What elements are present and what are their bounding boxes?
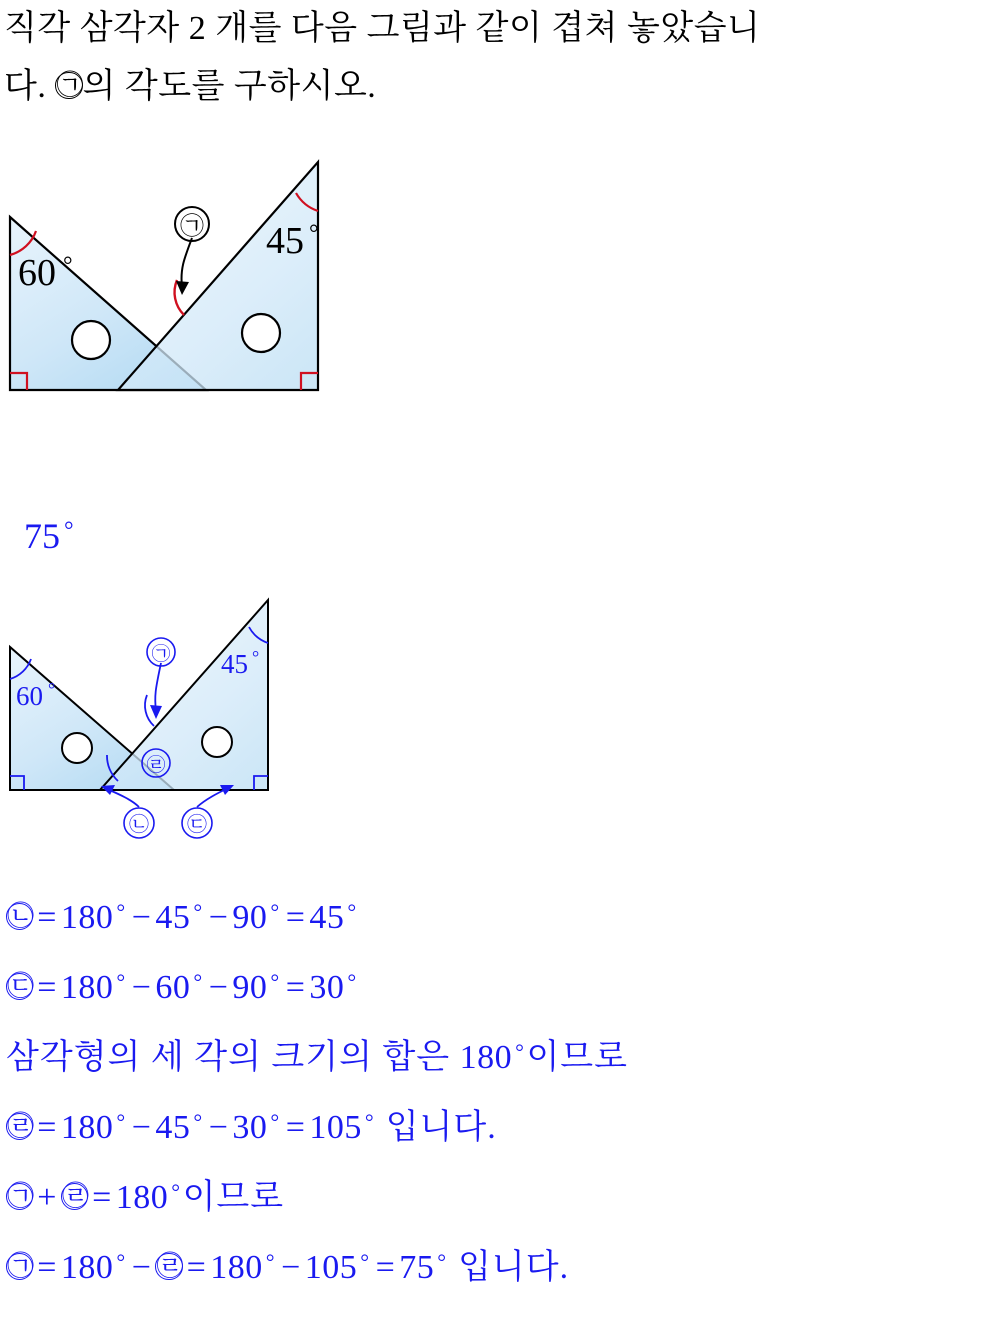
operator: − [131,1249,152,1286]
degree-symbol: ° [360,1249,370,1274]
operator: − [131,899,152,936]
degree-symbol: ° [347,969,357,994]
pointer-arrow-g [176,281,189,295]
pointer-arrow-g-2 [150,705,162,719]
line-final [6,1230,986,1300]
symbol-circled: ㉠ [7,1181,35,1212]
label-45-degree: ° [309,221,319,247]
operator: = [285,969,306,1006]
operator: = [37,899,57,936]
label-45-2: 45 [221,649,248,679]
solution-block [6,880,986,1300]
circle-marker-right-2 [202,727,232,757]
degree-symbol: ° [193,969,203,994]
symbol-circled: ㉡ [7,901,35,932]
pointer-line-n [107,789,139,807]
degree-symbol: ° [193,899,203,924]
degree-symbol: ° [347,899,357,924]
number-value: 180 [60,969,114,1006]
degree-symbol: ° [116,969,126,994]
marker-r-text: ㉣ [146,755,166,776]
pointer-line-g-2 [155,663,161,711]
operator: − [208,899,229,936]
number-value: 90 [232,969,268,1006]
marker-g-text-2: ㉠ [151,644,171,665]
number-value: 45 [155,899,191,936]
number-value: 180 [60,1109,114,1146]
operator: = [37,969,57,1006]
korean-text: 이므로 [182,1179,285,1216]
number-value: 45 [309,899,345,936]
operator: − [208,969,229,1006]
symbol-circled: ㉣ [156,1251,185,1282]
degree-symbol: ° [270,899,280,924]
label-60: 60 [18,252,56,294]
operator: = [92,1179,112,1216]
label-45-degree-2: ° [252,647,260,667]
label-60-2: 60 [16,681,43,711]
number-value: 75 [399,1249,435,1286]
operator: + [37,1179,57,1216]
degree-symbol: ° [515,1039,525,1064]
korean-text: 입니다. [376,1109,497,1146]
degree-symbol: ° [437,1249,447,1274]
korean-text: 삼각형의 세 각의 크기의 합은 [6,1039,460,1076]
line-r [6,1090,986,1160]
question-line-2 [4,58,989,116]
question-line-1: 직각 삼각자 2 개를 다음 그림과 같이 겹쳐 놓았습니 [4,10,761,47]
number-value: 180 [115,1179,169,1216]
operator: = [285,899,306,936]
label-45: 45 [266,220,304,262]
degree-symbol: ° [265,1249,276,1274]
operator: = [37,1109,57,1146]
operator: − [208,1109,229,1146]
answer-number: 75 [24,516,60,556]
number-value: 45 [155,1109,191,1146]
operator: = [375,1249,396,1286]
question-line-2-prefix: 다. [4,68,56,105]
number-value: 105 [304,1249,358,1286]
line-n [6,880,986,950]
number-value: 105 [309,1109,362,1146]
triangle-45-shape-2 [100,600,268,790]
number-value: 30 [232,1109,268,1146]
degree-symbol: ° [270,1109,280,1134]
operator: = [37,1249,57,1286]
degree-symbol: ° [364,1109,375,1134]
degree-symbol: ° [171,1179,181,1204]
circle-marker-left-2 [62,733,92,763]
number-value: 60 [155,969,191,1006]
operator: − [131,969,152,1006]
pointer-line-g [181,238,192,287]
number-value: 30 [309,969,345,1006]
degree-symbol: ° [116,899,126,924]
line-sum [6,1020,986,1090]
symbol-circled: ㉣ [61,1181,90,1212]
number-value: 90 [232,899,268,936]
question-line-2-suffix: 의 각도를 구하시오. [82,68,377,105]
circle-marker-left [72,321,110,359]
figure-problem-diagram [6,155,336,405]
number-value: 180 [459,1039,513,1076]
operator: − [131,1109,152,1146]
symbol-circled: ㉠ [7,1251,35,1282]
answer-value [24,515,74,557]
degree-symbol: ° [193,1109,203,1134]
operator: − [281,1249,301,1286]
marker-n-text: ㉡ [129,814,149,836]
symbol-circled: ㉣ [7,1111,35,1142]
marker-g-text: ㉠ [180,214,204,240]
degree-symbol: ° [270,969,280,994]
korean-text: 입니다. [448,1249,570,1286]
symbol-g-circled: ㉠ [56,70,85,101]
label-60-degree: ° [63,253,73,279]
number-value: 180 [60,1249,114,1286]
degree-symbol: ° [116,1109,126,1134]
question-text [4,0,989,116]
answer-degree: ° [64,518,74,544]
line-d [6,950,986,1020]
figure-solution-diagram [6,595,296,855]
korean-text: 이므로 [526,1039,628,1076]
operator: = [186,1249,207,1286]
number-value: 180 [210,1249,263,1286]
operator: = [285,1109,306,1146]
label-60-degree-2: ° [48,679,56,699]
marker-d-text: ㉢ [187,814,207,836]
triangle-45-shape [118,162,318,390]
circle-marker-right [242,314,280,352]
symbol-circled: ㉢ [7,971,35,1002]
degree-symbol: ° [116,1249,126,1274]
number-value: 180 [60,899,114,936]
line-gr [6,1160,986,1230]
